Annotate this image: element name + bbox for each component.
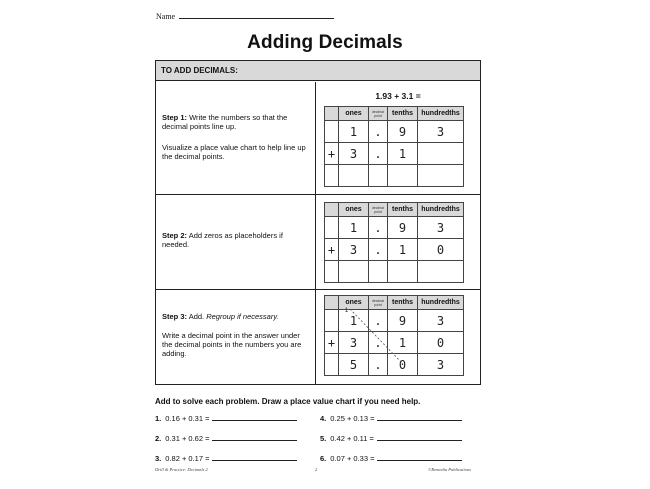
tenths-cell: 9 (388, 217, 418, 239)
problem-2: 2. 0.31 + 0.62 = (155, 434, 297, 443)
carry-digit: 1 (344, 307, 349, 314)
sign-cell (325, 121, 339, 143)
practice-instructions: Add to solve each problem. Draw a place value chart if you need help. (155, 397, 421, 406)
tenths-cell (388, 165, 418, 187)
step-2-row (156, 195, 480, 290)
step-3-extra-text: Write a decimal point in the answer under the decimal points in the numbers you are adding. (162, 331, 302, 358)
answer-blank[interactable] (377, 434, 462, 441)
problem-5: 5. 0.42 + 0.11 = (320, 434, 462, 443)
ones-cell: 5 (339, 354, 369, 376)
step-2-instructions (156, 195, 316, 289)
step-2-text: Step 2: Add zeros as placeholders if needed. (162, 231, 283, 249)
place-value-chart-step-1 (324, 106, 464, 187)
hundredths-cell (418, 143, 464, 165)
chart-row (325, 261, 464, 283)
decimal-point-cell: . (369, 354, 388, 376)
sign-cell (325, 354, 339, 376)
decimal-point-cell: . (369, 217, 388, 239)
ones-cell: 3 (339, 332, 369, 354)
problem-1: 1. 0.16 + 0.31 = (155, 414, 297, 423)
hundredths-cell (418, 261, 464, 283)
ones-header: ones (339, 296, 369, 310)
ones-header: ones (339, 203, 369, 217)
tenths-header: tenths (388, 107, 418, 121)
step-3-text: Step 3: Add. Regroup if necessary. (162, 312, 279, 321)
footer-book-title: Drill & Practice: Decimals 2 (155, 467, 208, 472)
name-blank-line[interactable] (179, 13, 334, 19)
decimal-point-cell (369, 261, 388, 283)
decimal-point-header: decimal point (369, 107, 388, 121)
step-1-extra-text: Visualize a place value chart to help line up the decimal points. (162, 143, 306, 161)
answer-blank[interactable] (377, 414, 462, 421)
tenths-cell: 9 (388, 121, 418, 143)
step-1-instructions (156, 82, 316, 194)
sign-header (325, 296, 339, 310)
sign-cell: + (325, 143, 339, 165)
ones-cell: 1 (339, 121, 369, 143)
step-1-text: Step 1: Write the numbers so that the decimal points line up. (162, 113, 288, 131)
sign-cell (325, 310, 339, 332)
tenths-header: tenths (388, 296, 418, 310)
hundredths-cell: 3 (418, 121, 464, 143)
ones-cell (339, 165, 369, 187)
decimal-point-cell: . (369, 143, 388, 165)
problem-3: 3. 0.82 + 0.17 = (155, 454, 297, 463)
chart-row (325, 143, 464, 165)
tenths-cell: 9 (388, 310, 418, 332)
hundredths-cell: 3 (418, 310, 464, 332)
decimal-alignment-guide-line (346, 307, 406, 365)
instruction-panel (155, 60, 481, 385)
decimal-point-cell: . (369, 310, 388, 332)
decimal-point-cell: . (369, 121, 388, 143)
footer-page-number: 2 (315, 467, 318, 472)
place-value-chart-step-2 (324, 202, 464, 283)
chart-row (325, 165, 464, 187)
ones-cell: 3 (339, 239, 369, 261)
answer-blank[interactable] (212, 414, 297, 421)
problem-4: 4. 0.25 + 0.13 = (320, 414, 462, 423)
tenths-cell: 1 (388, 239, 418, 261)
ones-cell: 3 (339, 143, 369, 165)
tenths-cell: 0 (388, 354, 418, 376)
answer-blank[interactable] (212, 454, 297, 461)
step-1-row (156, 82, 480, 195)
placeholder-zero-cell: 0 (418, 239, 464, 261)
decimal-point-header: decimal point (369, 203, 388, 217)
tenths-cell: 1 (388, 143, 418, 165)
sign-cell (325, 261, 339, 283)
chart-row (325, 217, 464, 239)
panel-heading: TO ADD DECIMALS: (156, 61, 480, 81)
decimal-point-header: decimal point (369, 296, 388, 310)
decimal-point-cell: . (369, 239, 388, 261)
ones-cell: 1 (339, 217, 369, 239)
decimal-point-cell (369, 165, 388, 187)
chart-row (325, 239, 464, 261)
hundredths-cell: 3 (418, 217, 464, 239)
hundredths-cell: 3 (418, 354, 464, 376)
hundredths-header: hundredths (418, 107, 464, 121)
name-field[interactable] (156, 12, 334, 21)
sign-cell: + (325, 332, 339, 354)
sign-cell (325, 217, 339, 239)
sign-header (325, 203, 339, 217)
tenths-cell: 1 (388, 332, 418, 354)
sign-cell (325, 165, 339, 187)
ones-cell (339, 261, 369, 283)
footer-publisher: ©Remedia Publications (428, 467, 472, 472)
hundredths-header: hundredths (418, 203, 464, 217)
ones-header: ones (339, 107, 369, 121)
equation: 1.93 + 3.1 = (375, 91, 421, 101)
tenths-header: tenths (388, 203, 418, 217)
ones-cell: 1 1 (339, 310, 369, 332)
page-title: Adding Decimals (247, 32, 403, 53)
answer-blank[interactable] (377, 454, 462, 461)
name-label: Name (156, 12, 176, 21)
step-3-row (156, 290, 480, 385)
hundredths-header: hundredths (418, 296, 464, 310)
answer-blank[interactable] (212, 434, 297, 441)
chart-row (325, 121, 464, 143)
tenths-cell (388, 261, 418, 283)
sign-cell: + (325, 239, 339, 261)
step-3-instructions (156, 290, 316, 385)
sign-header (325, 107, 339, 121)
decimal-point-cell: . (369, 332, 388, 354)
hundredths-cell: 0 (418, 332, 464, 354)
hundredths-cell (418, 165, 464, 187)
problem-6: 6. 0.07 + 0.33 = (320, 454, 462, 463)
